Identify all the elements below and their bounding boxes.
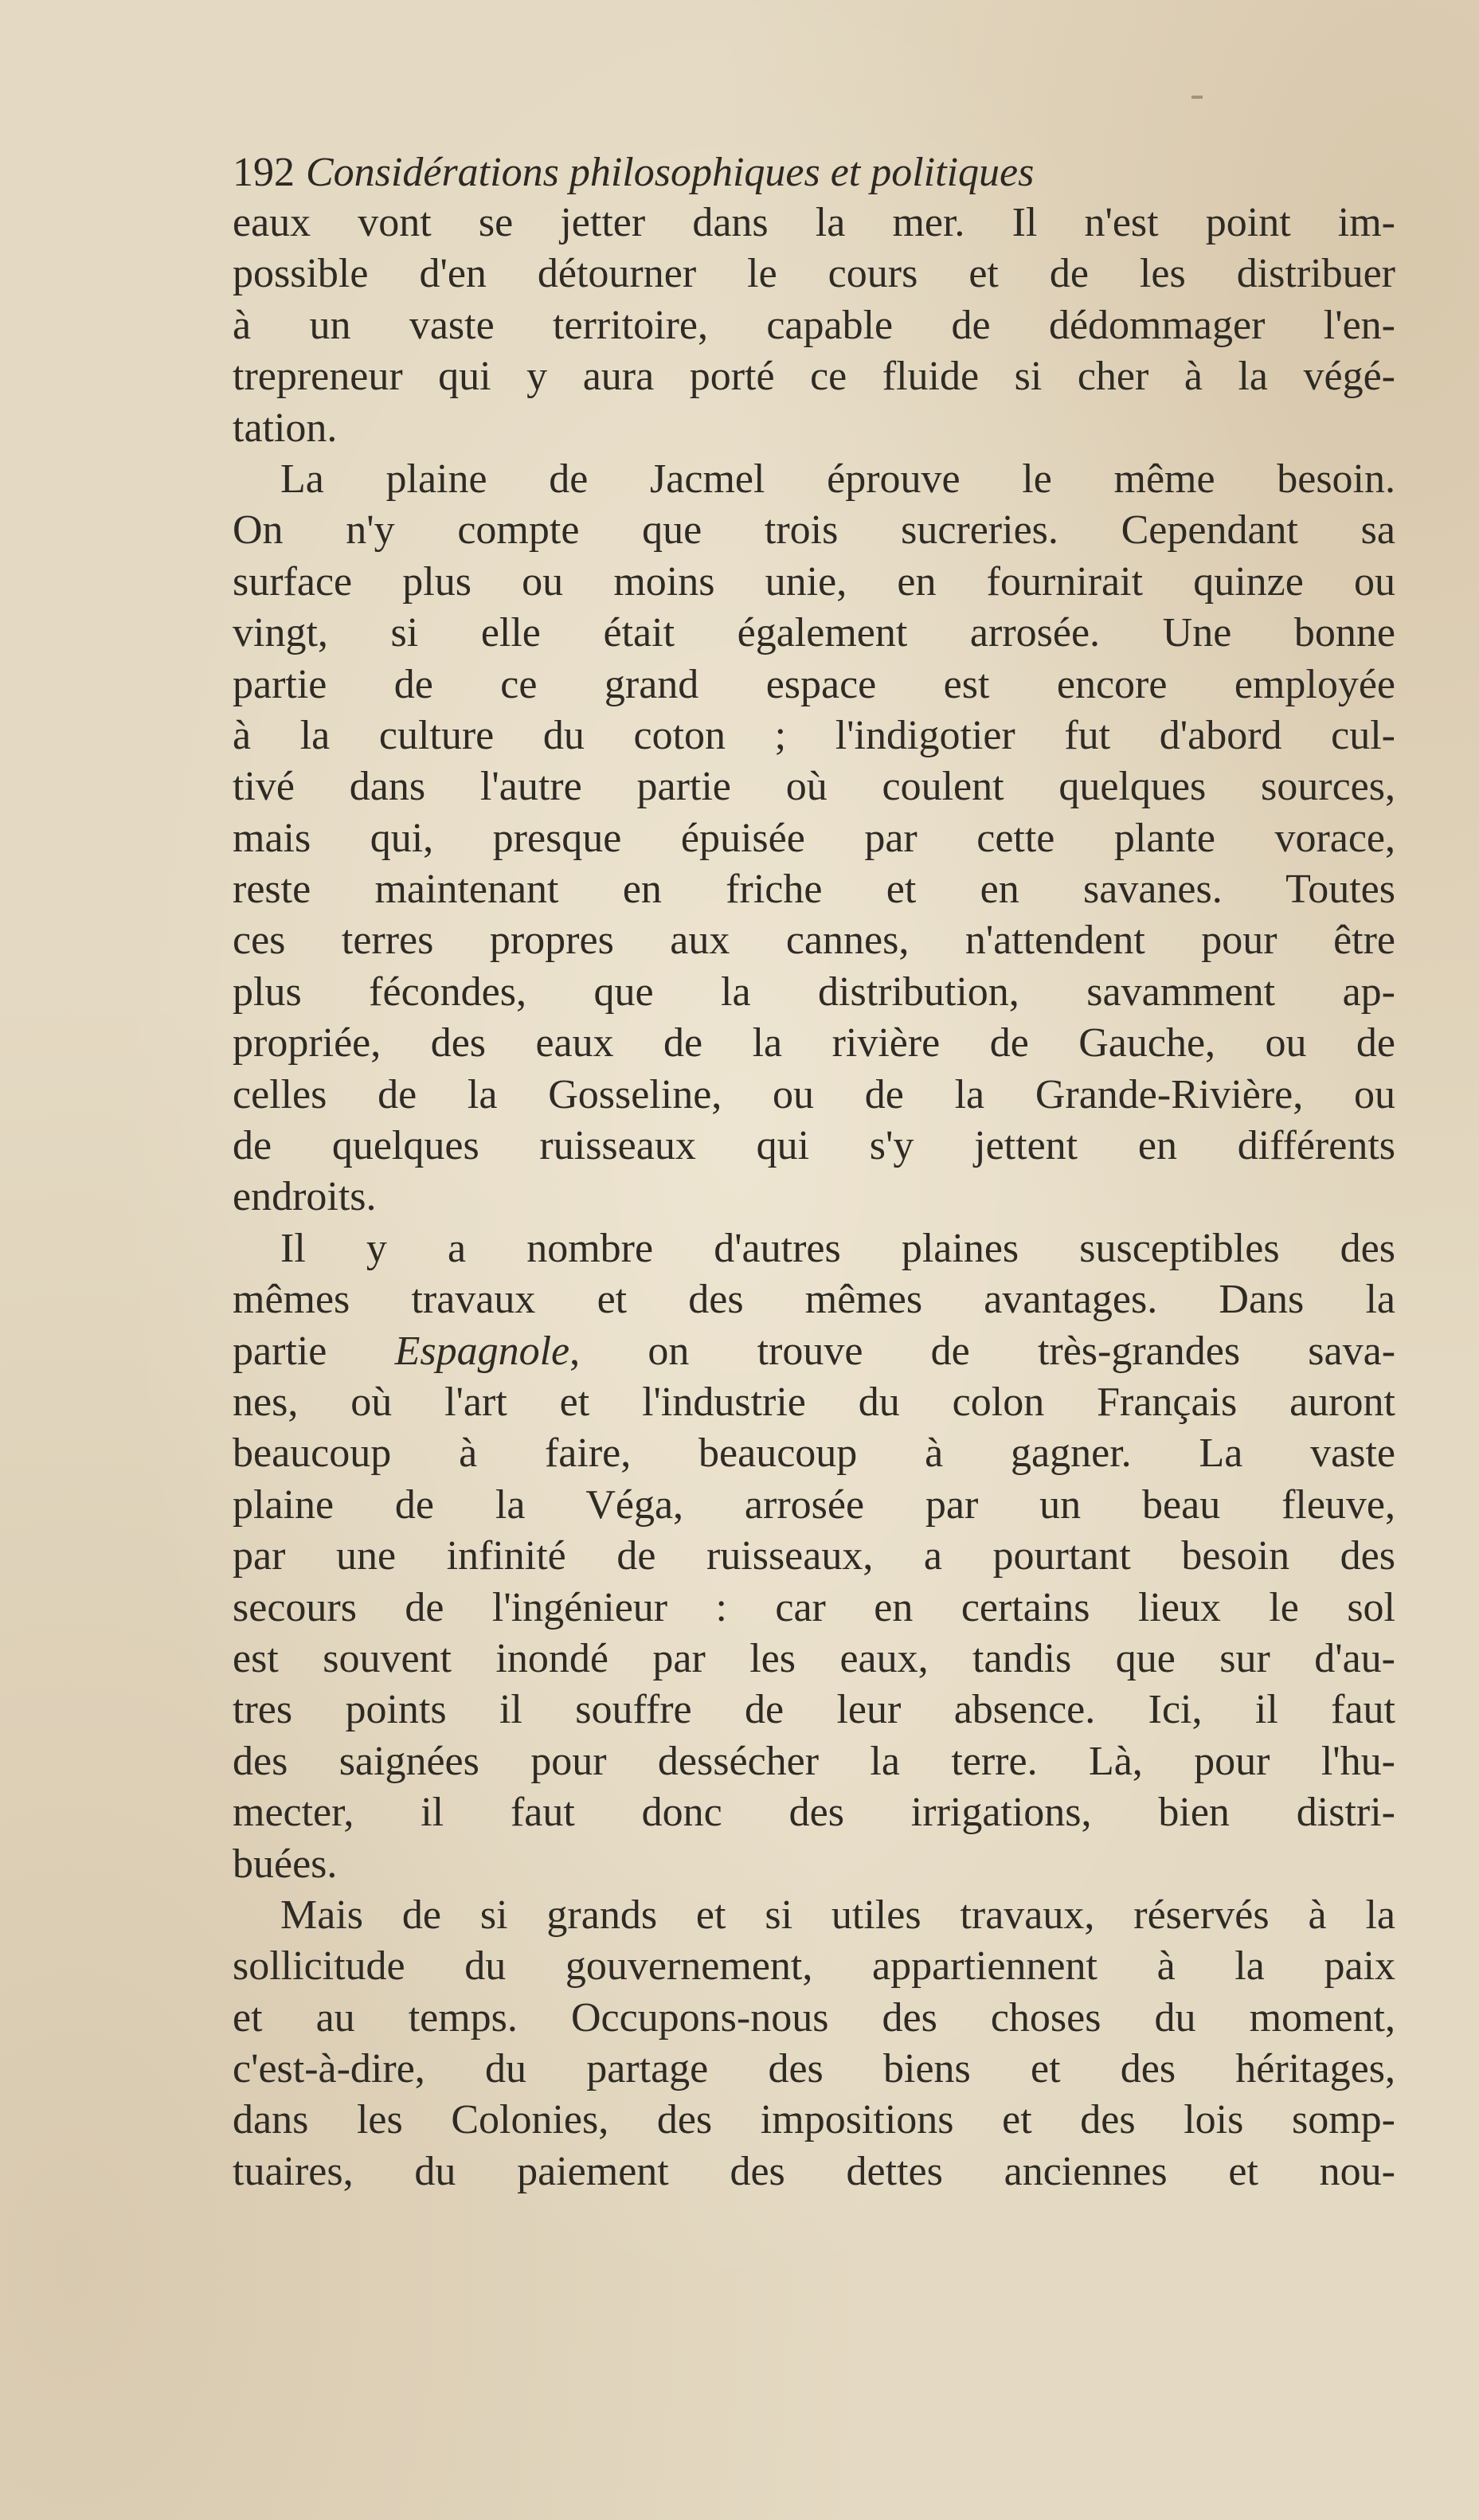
paragraph-2: [233, 454, 1395, 1223]
text-line: sollicitude du gouvernement, appartiennent à la paix: [233, 1943, 1395, 1990]
text-line: La plaine de Jacmel éprouve le même besoin.: [280, 456, 1395, 502]
text-line: surface plus ou moins unie, en fournirait quinze ou: [233, 558, 1395, 605]
running-title: Considérations philosophiques et politiques: [306, 150, 1035, 195]
text-line: des saignées pour dessécher la terre. Là, pour l'hu-: [233, 1738, 1395, 1784]
text-line: ces terres propres aux cannes, n'attendent pour être: [233, 918, 1395, 964]
text-line: mais qui, presque épuisée par cette plante vorace,: [233, 815, 1395, 861]
text-line: beaucoup à faire, beaucoup à gagner. La vaste: [233, 1430, 1395, 1477]
text-line: propriée, des eaux de la rivière de Gauche, ou de: [233, 1020, 1395, 1066]
running-head: [233, 148, 1395, 198]
text-line: par une infinité de ruisseaux, a pourtant besoin des: [233, 1533, 1395, 1579]
text-line: à un vaste territoire, capable de dédommager l'en-: [233, 302, 1395, 348]
paragraph-3: [233, 1223, 1395, 1890]
text-line: et au temps. Occupons-nous des choses du moment,: [233, 1994, 1395, 2041]
text-line: de quelques ruisseaux qui s'y jettent en différents: [233, 1123, 1395, 1169]
text-line: mecter, il faut donc des irrigations, bien distri-: [233, 1790, 1395, 1836]
ink-speck: [1191, 96, 1203, 99]
page-number: 192: [233, 150, 295, 195]
text-line: buées.: [233, 1841, 338, 1887]
text-line: possible d'en détourner le cours et de les distribuer: [233, 251, 1395, 297]
text-line: vingt, si elle était également arrosée. Une bonne: [233, 610, 1395, 656]
text-line: endroits.: [233, 1174, 377, 1220]
text-line: à la culture du coton ; l'indigotier fut d'abord cul-: [233, 712, 1395, 758]
text-line: partie Espagnole, on trouve de très-grandes sava-: [233, 1328, 1396, 1374]
text-line: trepreneur qui y aura porté ce fluide si cher à la végé-: [233, 354, 1395, 400]
text-line: celles de la Gosseline, ou de la Grande-Rivière, ou: [233, 1071, 1395, 1117]
text-line: plus fécondes, que la distribution, savamment ap-: [233, 968, 1395, 1015]
text-line: Il y a nombre d'autres plaines susceptibles des: [280, 1225, 1395, 1271]
text-line: c'est-à-dire, du partage des biens et des héritages,: [233, 2046, 1395, 2092]
text-line: secours de l'ingénieur : car en certains lieux le sol: [233, 1584, 1395, 1630]
text-line: tation.: [233, 405, 338, 451]
text-line: reste maintenant en friche et en savanes. Toutes: [233, 867, 1395, 913]
text-line: dans les Colonies, des impositions et des lois somp-: [233, 2097, 1395, 2143]
text-block: [233, 148, 1395, 2197]
text-line: eaux vont se jetter dans la mer. Il n'est point im-: [233, 200, 1395, 245]
text-line: tuaires, du paiement des dettes anciennes et nou-: [233, 2148, 1395, 2194]
text-line: nes, où l'art et l'industrie du colon Français auront: [233, 1379, 1395, 1425]
text-line: est souvent inondé par les eaux, tandis que sur d'au-: [233, 1635, 1395, 1681]
paragraph-1: [233, 198, 1395, 454]
text-line: On n'y compte que trois sucreries. Cependant sa: [233, 507, 1395, 554]
text-line: mêmes travaux et des mêmes avantages. Dans la: [233, 1277, 1395, 1323]
text-line: partie de ce grand espace est encore employée: [233, 661, 1395, 707]
text-line: tres points il souffre de leur absence. Ici, il faut: [233, 1687, 1395, 1733]
text-line: Mais de si grands et si utiles travaux, réservés à la: [280, 1892, 1395, 1938]
paragraph-4: [233, 1890, 1395, 2197]
text-line: tivé dans l'autre partie où coulent quelques sources,: [233, 764, 1395, 810]
text-line: plaine de la Véga, arrosée par un beau fleuve,: [233, 1481, 1395, 1528]
